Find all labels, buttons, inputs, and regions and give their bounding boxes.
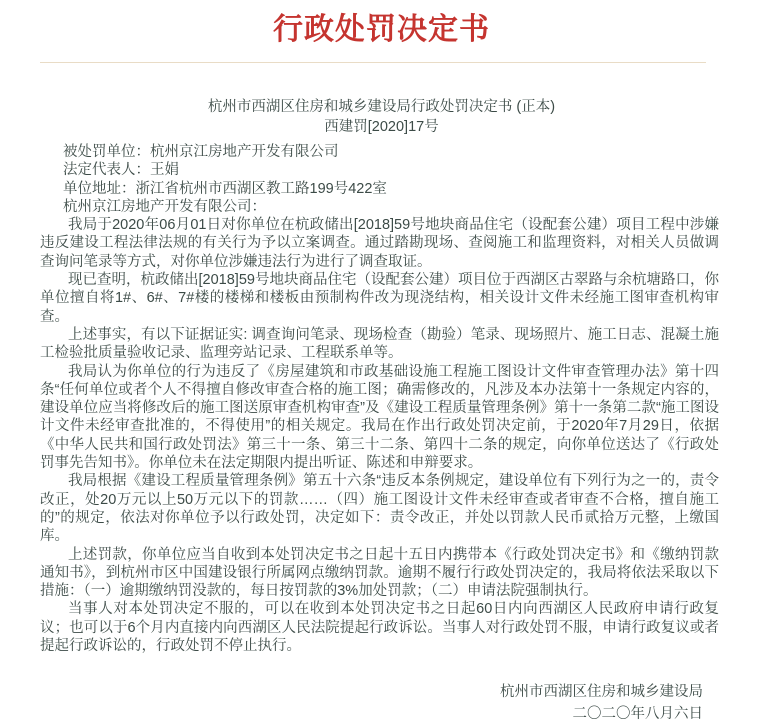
signature-block: [0, 681, 763, 725]
paragraph-case-filing: 我局于2020年06月01日对你单位在杭政储出[2018]59号地块商品住宅（设配套公建）项目工程中涉嫌违反建设工程法律法规的有关行为予以立案调查。通过踏勘现场、查阅施工和监理资料，对相关人员做调查询问笔录等方式，对你单位涉嫌违法行为进行了调查取证。: [40, 217, 719, 270]
paragraph-penalty-decision: 我局根据《建设工程质量管理条例》第五十六条“违反本条例规定，建设单位有下列行为之一的，责令改正，处20万元以上50万元以下的罚款……（四）施工图设计文件未经审查或者审查不合格，擅自施工的”的规定，依法对你单位予以行政处罚，决定如下：责令改正，并处以罚款人民币贰拾万元整，上缴国库。: [40, 473, 719, 545]
signature-agency: 杭州市西湖区住房和城乡建设局: [500, 684, 703, 701]
info-line-unit-address: 单位地址：浙江省杭州市西湖区教工路199号422室: [63, 180, 387, 197]
document-full-title: 杭州市西湖区住房和城乡建设局行政处罚决定书 (正本): [207, 99, 556, 115]
paragraph-payment-instructions: 上述罚款，你单位应当自收到本处罚决定书之日起十五日内携带本《行政处罚决定书》和《缴纳罚款通知书》，到杭州市区中国建设银行所属网点缴纳罚款。逾期不履行行政处罚决定的，我局将依法采取以下措施：（一）逾期缴纳罚没款的，每日按罚款的3%加处罚款；（二）申请法院强制执行。: [40, 546, 719, 600]
penalty-decision-document: [0, 14, 763, 726]
document-number: 西建罚[2020]17号: [324, 119, 439, 135]
paragraph-findings: 现已查明，杭政储出[2018]59号地块商品住宅（设配套公建）项目位于西湖区古翠路与余杭塘路口，你单位擅自将1#、6#、7#楼的楼梯和楼板由预制构件改为现浇结构，相关设计文件未经施工图审查机构审查。: [40, 272, 719, 325]
paragraph-legal-basis: 我局认为你单位的行为违反了《房屋建筑和市政基础设施工程施工图设计文件审查管理办法》第十四条“任何单位或者个人不得擅自修改审查合格的施工图；确需修改的，凡涉及本办法第十一条规定内容的，建设单位应当将修改后的施工图送原审查机构审查”及《建设工程质量管理条例》第十一条第二款“施工图设计文件未经审查批准的，不得使用”的相关规定。我局在作出行政处罚决定前，于2020年7月29日，依据《中华人民共和国行政处罚法》第三十一条、第三十二条、第四十二条的规定，向你单位送达了《行政处罚事先告知书》。你单位未在法定期限内提出听证、陈述和申辩要求。: [40, 363, 719, 472]
info-line-addressee: 杭州京江房地产开发有限公司：: [63, 198, 266, 215]
document-body: [0, 137, 763, 655]
document-header: [0, 97, 763, 137]
paragraph-evidence: 上述事实，有以下证据证实: 调查询问笔录、现场检查（勘验）笔录、现场照片、施工日志、混凝土施工检验批质量验收记录、监理旁站记录、工程联系单等。: [40, 326, 719, 362]
title-divider: [40, 62, 706, 63]
signature-date: 二〇二〇年八月六日: [572, 706, 703, 723]
paragraph-appeal-rights: 当事人对本处罚决定不服的，可以在收到本处罚决定书之日起60日内向西湖区人民政府申请行政复议；也可以于6个月内直接内向西湖区人民法院提起行政诉讼。当事人对行政处罚不服，申请行政复议或者提起行政诉讼的，行政处罚不停止执行。: [40, 601, 719, 655]
page-title: 行政处罚决定书: [273, 13, 490, 46]
info-line-legal-representative: 法定代表人：王娟: [63, 162, 179, 179]
info-line-punished-unit: 被处罚单位：杭州京江房地产开发有限公司: [63, 144, 339, 160]
